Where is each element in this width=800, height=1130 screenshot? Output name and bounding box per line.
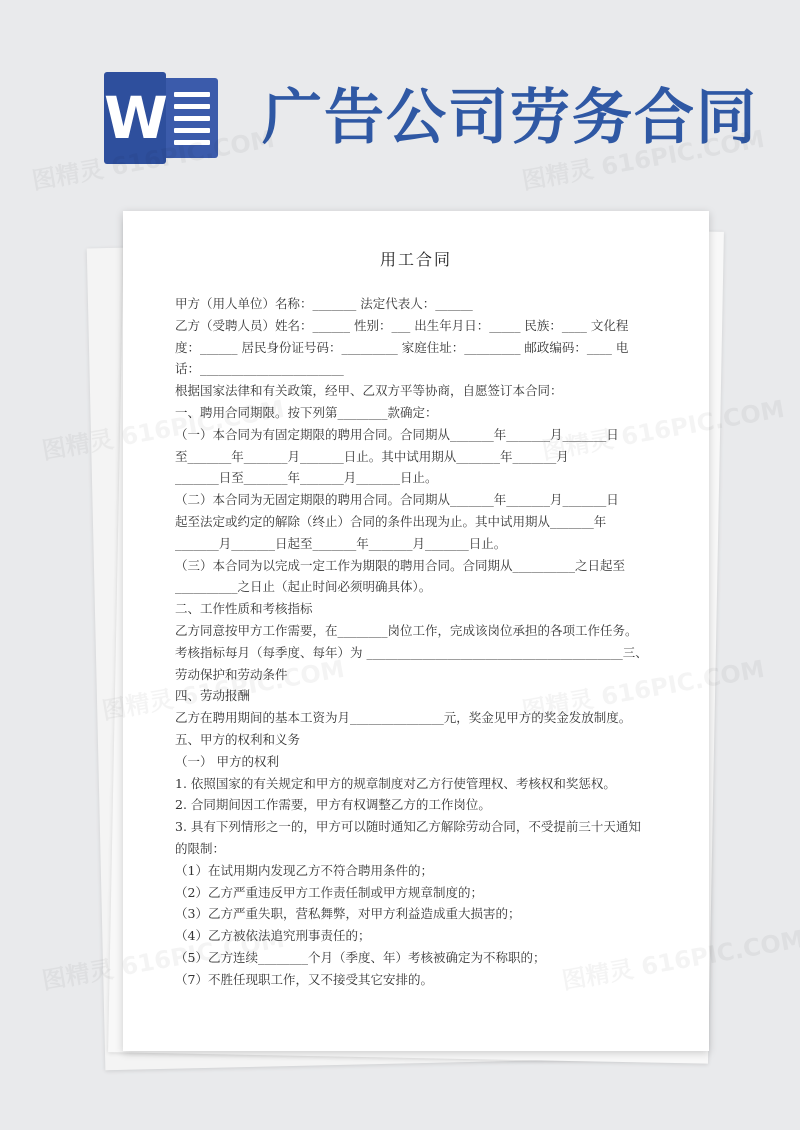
document-line: 二、工作性质和考核指标: [175, 601, 313, 617]
document-line: 度：______ 居民身份证号码：_________ 家庭住址：_________ 邮政编码：____ 电: [175, 339, 629, 355]
document-line: （3）乙方严重失职，营私舞弊，对甲方利益造成重大损害的；: [175, 906, 521, 922]
document-line: （4）乙方被依法追究刑事责任的；: [175, 928, 371, 944]
document-line: （7）不胜任现职工作，又不接受其它安排的。: [175, 971, 433, 987]
document-line: 乙方同意按甲方工作需要，在________岗位工作，完成该岗位承担的各项工作任务。: [175, 622, 638, 638]
document-line: 一、聘用合同期限。按下列第________款确定：: [175, 404, 438, 420]
document-body: [175, 293, 663, 991]
document-line: _______日至_______年_______月_______日止。: [175, 470, 438, 486]
word-icon-letter: W: [104, 72, 166, 164]
document-title: 用工合同: [379, 250, 452, 269]
document-line: （三）本合同为以完成一定工作为期限的聘用合同。合同期从__________之日起至: [175, 557, 626, 573]
document-line: 起至法定或约定的解除（终止）合同的条件出现为止。其中试用期从_______年: [175, 513, 607, 529]
document-line: 1. 依照国家的有关规定和甲方的规章制度对乙方行使管理权、考核权和奖惩权。: [175, 775, 616, 791]
word-document-icon: [104, 72, 222, 164]
document-line: （2）乙方严重违反甲方工作责任制或甲方规章制度的；: [175, 884, 483, 900]
document-line: （二）本合同为无固定期限的聘用合同。合同期从_______年_______月_______日: [175, 492, 619, 508]
document-line: 的限制：: [175, 840, 226, 856]
document-line: _______月_______日起至_______年_______月_______日止。: [175, 535, 507, 551]
document-line: （一）本合同为有固定期限的聘用合同。合同期从_______年_______月_______日: [175, 426, 619, 442]
document-line: 2. 合同期间因工作需要，甲方有权调整乙方的工作岗位。: [175, 797, 491, 813]
document-line: 甲方（用人单位）名称：_______ 法定代表人：______: [175, 296, 473, 311]
document-line: 乙方（受聘人员）姓名：______ 性别：___ 出生年月日：_____ 民族：____ 文化程: [175, 317, 629, 333]
document-line: 话：_______________________: [175, 361, 344, 377]
document-line: 乙方在聘用期间的基本工资为月_______________元，奖金见甲方的奖金发放制度。: [175, 710, 632, 726]
document-page: [123, 211, 709, 1051]
document-line: （1）在试用期内发现乙方不符合聘用条件的；: [175, 862, 433, 878]
header-banner: [0, 0, 800, 200]
document-line: 五、甲方的权利和义务: [175, 731, 301, 747]
page-title: 广告公司劳务合同: [262, 83, 758, 153]
document-line: 3. 具有下列情形之一的，甲方可以随时通知乙方解除劳动合同，不受提前三十天通知: [175, 819, 641, 835]
document-line: 考核指标每月（每季度、每年）为 _________________________________________三、: [175, 644, 648, 660]
document-line: （5）乙方连续________个月（季度、年）考核被确定为不称职的；: [175, 949, 546, 965]
document-line: 四、劳动报酬: [175, 688, 251, 704]
document-line: （一） 甲方的权利: [175, 753, 279, 769]
document-line: 根据国家法律和有关政策，经甲、乙双方平等协商，自愿签订本合同：: [175, 383, 563, 399]
document-line: 至_______年_______月_______日止。其中试用期从_______年_______月: [175, 448, 569, 464]
document-line: 劳动保护和劳动条件: [175, 666, 288, 682]
document-line: __________之日止（起止时间必须明确具体）。: [175, 579, 432, 595]
